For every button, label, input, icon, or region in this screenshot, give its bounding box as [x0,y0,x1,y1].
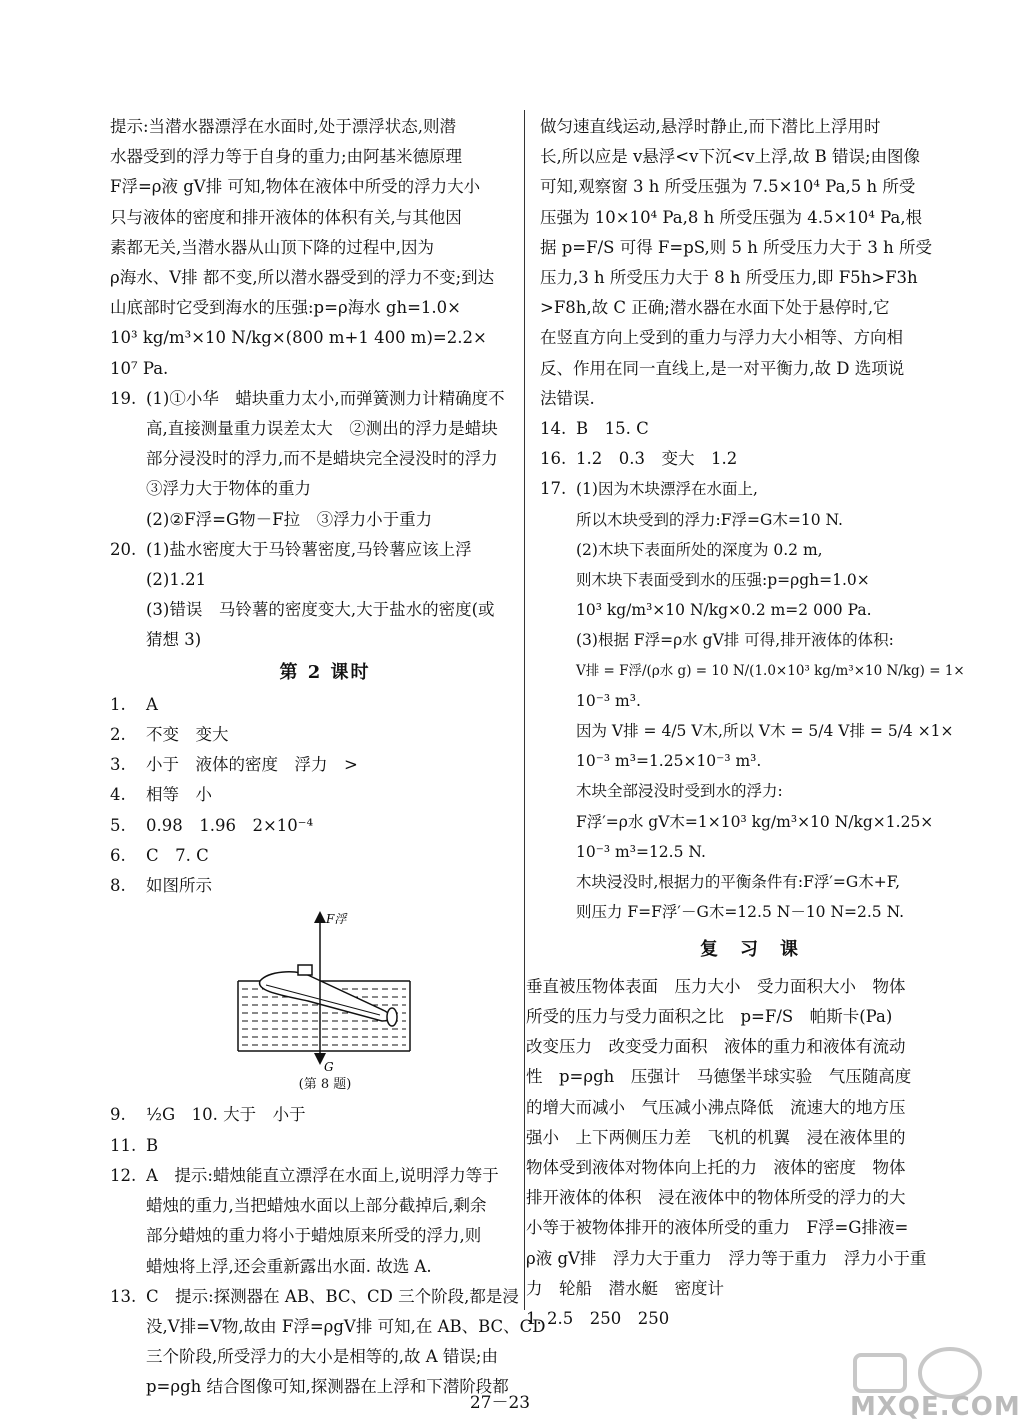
question-17 [540,474,965,927]
answer-line: 则木块下表面受到水的压强:p=ρgh=1.0× [576,571,870,590]
answer-item [540,444,960,474]
question-number: 8. [110,876,126,896]
hint-line: 提示:当潜水器漂浮在水面时,处于漂浮状态,则潜 [110,117,457,136]
review-line: 1. 2.5 250 250 [526,1308,670,1328]
right-column [526,112,965,1334]
answer-line: 所以木块受到的浮力:F浮=G木=10 N. [576,510,843,529]
answer-line: (2)1.21 [146,570,207,590]
answer-line: 压强为 10×10⁴ Pa,8 h 所受压强为 4.5×10⁴ Pa,根 [540,207,923,227]
question-number: 19. [110,388,137,408]
answer-text: ½G 10. 大于 小于 [146,1105,306,1125]
question-12 [110,1161,540,1282]
review-line: ρ液 gV排 浮力大于重力 浮力等于重力 浮力小于重 [526,1248,927,1268]
answer-line: 10⁻³ m³=12.5 N. [576,842,706,861]
review-paragraph [526,972,966,1334]
answer-line: (3)错误 马铃薯的密度变大,大于盐水的密度(或 [146,600,495,620]
answer-line: 则压力 F=F浮′－G木=12.5 N－10 N=2.5 N. [576,903,905,922]
answer-item [110,1131,540,1161]
answer-line: 长,所以应是 v悬浮<v下沉<v上浮,故 B 错误;由图像 [540,147,921,167]
left-column [110,112,546,1403]
review-line: 力 轮船 潜水艇 密度计 [526,1278,724,1298]
buoyancy-label: F浮 [326,912,347,927]
answer-line: (1)①小华 蜡块重力太小,而弹簧测力计精确度不 [146,388,505,408]
review-line: 垂直被压物体表面 压力大小 受力面积大小 物体 [526,976,906,996]
submarine-icon [260,965,397,1026]
answer-line: 可知,观察窗 3 h 所受压强为 7.5×10⁴ Pa,5 h 所受 [540,177,916,197]
review-title: 复 习 课 [700,939,800,961]
review-line: 小等于被物体排开的液体所受的重力 F浮=G排液= [526,1218,909,1238]
hint-line: ρ海水、V排 都不变,所以潜水器受到的浮力不变;到达 [110,268,495,288]
question-number: 20. [110,539,137,559]
question-number: 5. [110,815,126,835]
section-title: 第 2 课时 [279,661,371,683]
answer-text: B 15. C [576,419,649,439]
answer-line: (1)盐水密度大于马铃薯密度,马铃薯应该上浮 [146,539,472,559]
answer-text: C 7. C [146,845,209,865]
review-line: 性 p=ρgh 压强计 马德堡半球实验 气压随高度 [526,1067,912,1087]
answer-line: ③浮力大于物体的重力 [146,479,311,499]
answer-line: F浮′=ρ水 gV木=1×10³ kg/m³×10 N/kg×1.25× [576,812,934,831]
review-line: 的增大而减小 气压减小沸点降低 流速大的地方压 [526,1097,906,1117]
hint-line: 山底部时它受到海水的压强:p=ρ海水 gh=1.0× [110,298,461,318]
answer-line: 压力,3 h 所受压力大于 8 h 所受压力,即 F5h>F3h [540,268,918,288]
review-line: 物体受到液体对物体向上托的力 液体的密度 物体 [526,1157,906,1177]
answer-text: 小于 液体的密度 浮力 > [146,755,358,775]
question-number: 6. [110,845,126,865]
review-line: 所受的压力与受力面积之比 p=F/S 帕斯卡(Pa) [526,1006,893,1026]
answer-line: 10⁻³ m³=1.25×10⁻³ m³. [576,752,762,771]
answer-line: 蜡烛的重力,当把蜡烛水面以上部分截掉后,剩余 [146,1196,487,1216]
answer-line: (1)因为木块漂浮在水面上, [576,480,758,499]
answer-line: (3)根据 F浮=ρ水 gV排 可得,排开液体的体积: [576,631,894,650]
answer-text: 相等 小 [146,785,212,805]
question-number: 17. [540,479,567,499]
hint-line: 10³ kg/m³×10 N/kg×(800 m+1 400 m)=2.2× [110,328,487,348]
answer-item [540,414,960,444]
question-number: 16. [540,449,567,469]
question-number: 9. [110,1105,126,1125]
hint-line: 10⁷ Pa. [110,358,169,378]
q13-continuation [540,112,960,414]
formula-line: V排 = F浮/(ρ水 g) = 10 N/(1.0×10³ kg/m³×10 N/kg) = 1× [576,662,965,679]
answer-text: 1.2 0.3 变大 1.2 [576,449,738,469]
answer-line: >F8h,故 C 正确;潜水器在水面下处于悬停时,它 [540,298,890,318]
answer-line: 做匀速直线运动,悬浮时静止,而下潜比上浮用时 [540,117,881,136]
answer-line: C 提示:探测器在 AB、BC、CD 三个阶段,都是浸 [146,1286,519,1306]
question-13 [110,1282,546,1403]
review-line: 强小 上下两侧压力差 飞机的机翼 浸在液体里的 [526,1127,906,1147]
answer-item [110,841,540,871]
hint-line: 只与液体的密度和排开液体的体积有关,与其他因 [110,207,462,227]
answer-line: 法错误. [540,388,595,408]
review-line: 改变压力 改变受力面积 液体的重力和液体有流动 [526,1037,906,1057]
answer-line: 在竖直方向上受到的重力与浮力大小相等、方向相 [540,328,903,348]
watermark-text: MXQE.COM [850,1392,1021,1422]
answer-item [110,1100,540,1130]
answer-item [110,720,540,750]
answer-item [110,871,540,901]
answer-text: 如图所示 [146,876,212,896]
answer-text: 不变 变大 [146,725,229,745]
question-number: 12. [110,1165,137,1185]
answer-line: A 提示:蜡烛能直立漂浮在水面上,说明浮力等于 [146,1165,499,1185]
question-number: 14. [540,419,567,439]
answer-line: 部分浸没时的浮力,而不是蜡块完全浸没时的浮力 [146,449,498,469]
answer-item [110,811,540,841]
hint-line: F浮=ρ液 gV排 可知,物体在液体中所受的浮力大小 [110,177,481,197]
answer-line: 高,直接测量重力误差太大 ②测出的浮力是蜡块 [146,419,498,439]
page-number: 27－23 [469,1393,531,1413]
question-20 [110,535,540,656]
figure-caption: (第 8 题) [298,1077,352,1093]
answer-line: 10⁻³ m³. [576,691,641,710]
answer-item [110,780,540,810]
question-number: 11. [110,1135,137,1155]
figure-8 [110,901,540,1076]
answer-text: B [146,1135,159,1155]
answer-line: (2)②F浮=G物－F拉 ③浮力小于重力 [146,509,433,529]
answer-line: 因为 V排 = 4/5 V木,所以 V木 = 5/4 V排 = 5/4 ×1× [576,722,954,741]
answer-line: 木块浸没时,根据力的平衡条件有:F浮′=G木+F, [576,873,901,892]
answer-line: 三个阶段,所受浮力的大小是相等的,故 A 错误;由 [146,1347,498,1367]
question-number: 3. [110,755,126,775]
answer-line: 据 p=F/S 可得 F=pS,则 5 h 所受压力大于 3 h 所受 [540,237,932,257]
submarine-force-diagram [110,901,540,1076]
answer-line: p=ρgh 结合图像可知,探测器在上浮和下潜阶段都 [146,1377,509,1397]
question-number: 4. [110,785,126,805]
hint-paragraph [110,112,540,384]
hint-line: 素都无关,当潜水器从山顶下降的过程中,因为 [110,237,434,257]
answer-line: 蜡烛将上浮,还会重新露出水面. 故选 A. [146,1256,432,1276]
question-19 [110,384,540,535]
answer-text: A [146,694,158,714]
answer-line: 木块全部浸没时受到水的浮力: [576,782,783,801]
answer-line: 10³ kg/m³×10 N/kg×0.2 m=2 000 Pa. [576,601,872,620]
question-number: 2. [110,725,126,745]
answer-line: 猜想 3) [146,630,202,650]
answer-item [110,750,540,780]
answer-line: 反、作用在同一直线上,是一对平衡力,故 D 选项说 [540,358,905,378]
question-number: 13. [110,1286,137,1306]
hint-line: 水器受到的浮力等于自身的重力;由阿基米德原理 [110,147,463,167]
answer-line: 没,V排=V物,故由 F浮=ρgV排 可知,在 AB、BC、CD [146,1316,546,1336]
gravity-label: G [324,1060,334,1075]
question-number: 1. [110,694,126,714]
review-line: 排开液体的体积 浸在液体中的物体所受的浮力的大 [526,1188,906,1208]
answer-line: (2)木块下表面所处的深度为 0.2 m, [576,540,823,559]
answer-text: 0.98 1.96 2×10⁻⁴ [146,815,314,835]
answer-item [110,690,540,720]
answer-line: 部分蜡烛的重力将小于蜡烛原来所受的浮力,则 [146,1226,482,1246]
